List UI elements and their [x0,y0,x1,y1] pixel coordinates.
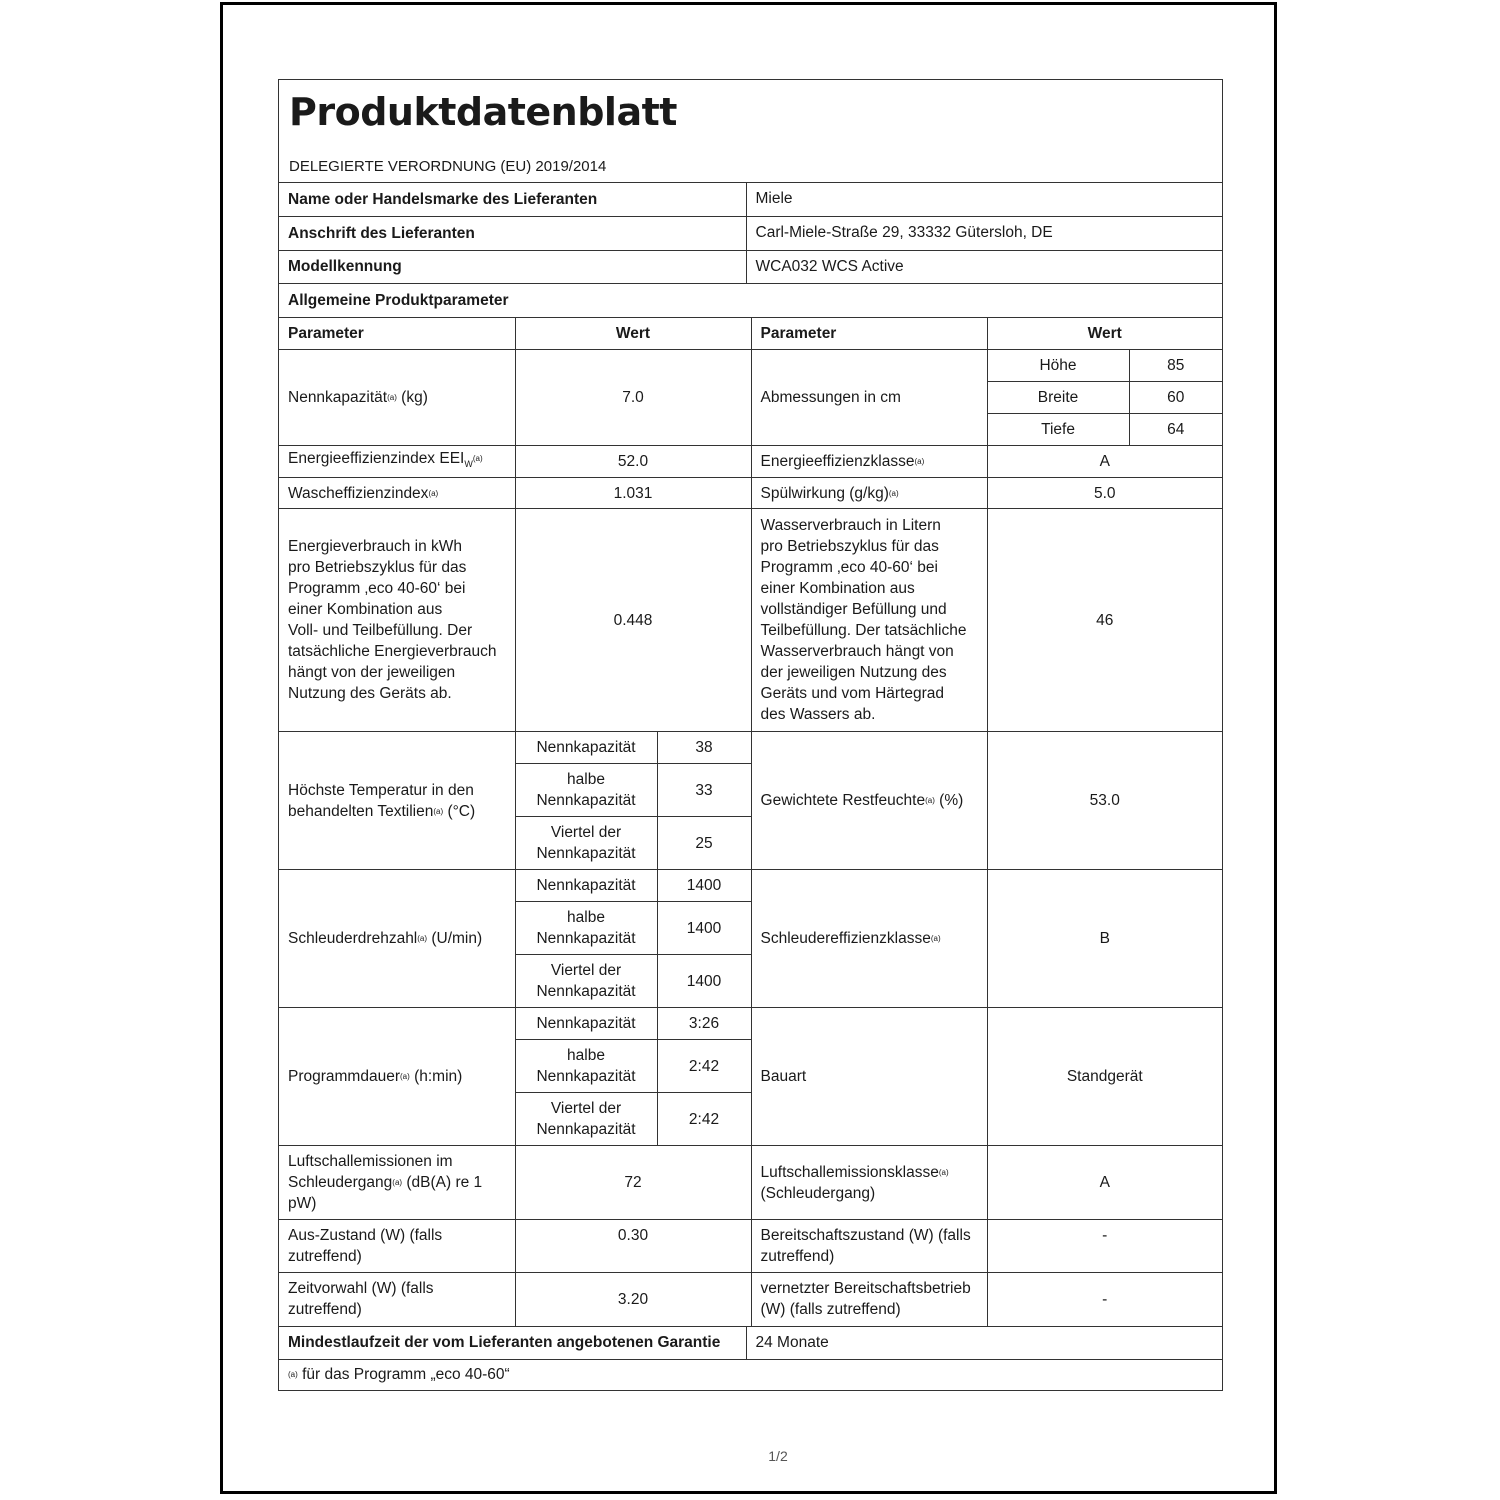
param-header: Parameter [279,318,515,350]
eei-value: 52.0 [515,446,751,478]
noise-emission-label: Luftschallemissionen im Schleudergang$^{(a)}$ (dB(A) re 1 pW) [279,1146,515,1220]
page-title: Produktdatenblatt [289,90,677,134]
duration-full-value: 3:26 [657,1008,751,1040]
construction-type-label: Bauart [751,1008,987,1146]
duration-quarter-value: 2:42 [657,1093,751,1146]
spin-full-value: 1400 [657,870,751,902]
temp-half-value: 33 [657,764,751,817]
general-params-label: Allgemeine Produktparameter [279,283,1222,317]
network-standby-label: vernetzter Bereitschaftsbetrieb (W) (falls zutreffend) [751,1273,987,1326]
spin-quarter-value: 1400 [657,955,751,1008]
supplier-address-row [279,216,1222,250]
param-header: Parameter [751,318,987,350]
supplier-name-value: Miele [746,183,1222,216]
standby-label: Bereitschaftszustand (W) (falls zutreffend) [751,1220,987,1273]
spin-speed-label: Schleuderdrehzahl$^{(a)}$ (U/min) [279,870,515,1008]
noise-emission-value: 72 [515,1146,751,1220]
supplier-address-label: Anschrift des Lieferanten [279,216,746,250]
load-quarter-label: Viertel der Nennkapazität [515,817,657,870]
load-quarter-label: Viertel der Nennkapazität [515,1093,657,1146]
supplier-address-value: Carl-Miele-Straße 29, 33332 Gütersloh, DE [746,216,1222,250]
water-consumption-value: 46 [987,509,1222,732]
standby-value: - [987,1220,1222,1273]
spin-class-label: Schleudereffizienzklasse$^{(a)}$ [751,870,987,1008]
model-label: Modellkennung [279,250,746,283]
model-value: WCA032 WCS Active [746,250,1222,283]
height-value: 85 [1129,350,1222,382]
energy-consumption-label: Energieverbrauch in kWh pro Betriebszyklus für das Programm ‚eco 40-60‘ bei einer Kombination aus Voll- und Teilbefüllung. Der tatsächliche Energieverbrauch hängt von der jeweiligen Nutzung des Geräts ab. [279,509,515,732]
load-full-label: Nennkapazität [515,870,657,902]
dimensions-label: Abmessungen in cm [751,350,987,446]
load-half-label: halbe Nennkapazität [515,764,657,817]
network-standby-value: - [987,1273,1222,1326]
depth-label: Tiefe [987,414,1129,446]
model-row [279,250,1222,283]
energy-consumption-value: 0.448 [515,509,751,732]
depth-value: 64 [1129,414,1222,446]
product-data-sheet [278,79,1223,1391]
capacity-label: Nennkapazität$^{(a)}$ (kg) [279,350,515,446]
program-duration-label: Programmdauer$^{(a)}$ (h:min) [279,1008,515,1146]
residual-moisture-value: 53.0 [987,732,1222,870]
spin-half-value: 1400 [657,902,751,955]
supplier-name-row [279,183,1222,216]
capacity-value: 7.0 [515,350,751,446]
warranty-label: Mindestlaufzeit der vom Lieferanten angebotenen Garantie [279,1326,746,1359]
rinse-value: 5.0 [987,478,1222,509]
header-row [279,318,1222,350]
width-value: 60 [1129,382,1222,414]
temp-quarter-value: 25 [657,817,751,870]
max-temperature-label: Höchste Temperatur in den behandelten Textilien$^{(a)}$ (°C) [279,732,515,870]
eei-label: Energieeffizienzindex $EEI_W^{(a)}$ [279,446,515,478]
load-quarter-label: Viertel der Nennkapazität [515,955,657,1008]
spin-class-value: B [987,870,1222,1008]
parameters-table [279,317,1222,1326]
general-params-row [279,283,1222,317]
value-header: Wert [987,318,1222,350]
delay-start-value: 3.20 [515,1273,751,1326]
temp-full-value: 38 [657,732,751,764]
construction-type-value: Standgerät [987,1008,1222,1146]
regulation-reference: DELEGIERTE VERORDNUNG (EU) 2019/2014 [289,158,607,175]
energy-class-label: Energieeffizienzklasse$^{(a)}$ [751,446,987,478]
sheet-header [279,80,1222,183]
load-half-label: halbe Nennkapazität [515,902,657,955]
warranty-table [279,1326,1222,1391]
energy-class-value: A [987,446,1222,478]
delay-start-label: Zeitvorwahl (W) (falls zutreffend) [279,1273,515,1326]
wash-index-label: Wascheffizienzindex$^{(a)}$ [279,478,515,509]
off-mode-value: 0.30 [515,1220,751,1273]
load-full-label: Nennkapazität [515,732,657,764]
load-half-label: halbe Nennkapazität [515,1040,657,1093]
noise-class-value: A [987,1146,1222,1220]
residual-moisture-label: Gewichtete Restfeuchte$^{(a)}$ (%) [751,732,987,870]
load-full-label: Nennkapazität [515,1008,657,1040]
rinse-label: Spülwirkung $(g/kg)^{(a)}$ [751,478,987,509]
water-consumption-label: Wasserverbrauch in Litern pro Betriebszyklus für das Programm ‚eco 40-60‘ bei einer Kombination aus vollständiger Befüllung und Teilbefüllung. Der tatsächliche Wasserverbrauch hängt von der jeweiligen Nutzung des Geräts und vom Härtegrad des Wassers ab. [751,509,987,732]
supplier-name-label: Name oder Handelsmarke des Lieferanten [279,183,746,216]
duration-half-value: 2:42 [657,1040,751,1093]
height-label: Höhe [987,350,1129,382]
footnote: $^{(a)}$ für das Programm „eco 40-60“ [279,1359,1222,1390]
warranty-value: 24 Monate [746,1326,1222,1359]
wash-index-value: 1.031 [515,478,751,509]
off-mode-label: Aus-Zustand (W) (falls zutreffend) [279,1220,515,1273]
page-number: 1/2 [768,1448,788,1464]
value-header: Wert [515,318,751,350]
width-label: Breite [987,382,1129,414]
noise-class-label: Luftschallemissionsklasse$^{(a)}$ (Schleudergang) [751,1146,987,1220]
supplier-table [279,183,1222,317]
